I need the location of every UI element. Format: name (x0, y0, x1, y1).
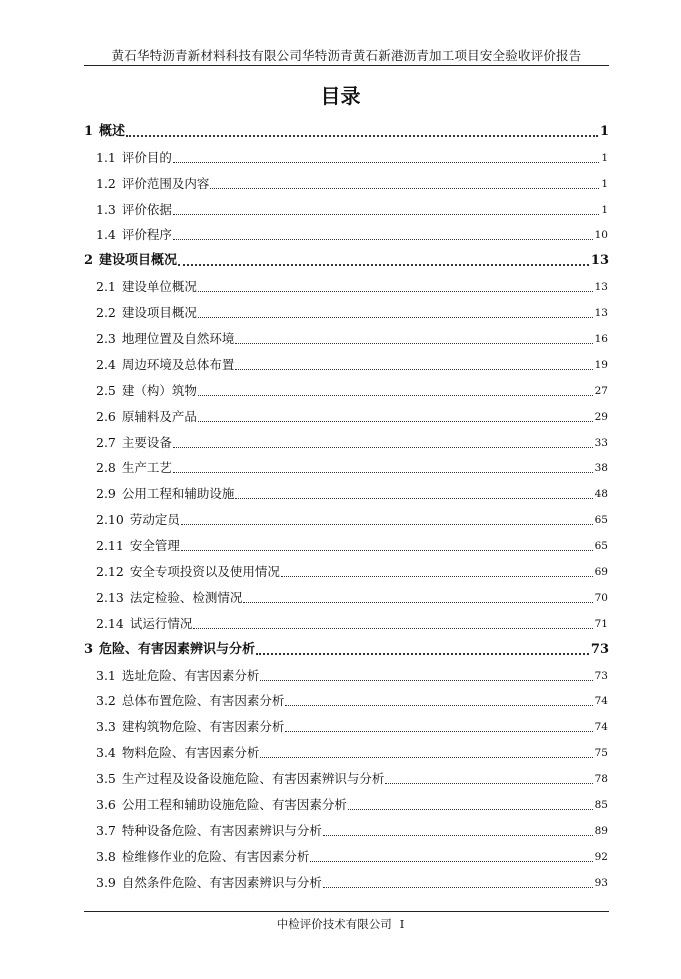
toc-dot-leader (235, 498, 592, 499)
toc-entry-label: 法定检验、检测情况 (129, 589, 243, 605)
toc-entry[interactable] (0, 194, 681, 220)
toc-entry-page: 16 (594, 333, 608, 346)
toc-entry[interactable] (0, 478, 681, 504)
toc-entry-number: 2.2 (96, 305, 116, 321)
toc-entry-page: 38 (594, 462, 608, 475)
toc-entry-number: 2.10 (96, 512, 124, 528)
toc-entry-label: 安全管理 (129, 538, 180, 554)
toc-entry-page: 13 (594, 307, 608, 320)
toc-dot-leader (243, 602, 592, 603)
toc-dot-leader (210, 188, 599, 189)
toc-entry-number: 2.11 (96, 538, 124, 554)
toc-entry-page: 29 (594, 410, 608, 423)
toc-entry-page: 48 (594, 488, 608, 501)
toc-dot-leader (260, 757, 592, 758)
page-title: 目录 (320, 84, 361, 108)
toc-entry-page: 1 (601, 177, 608, 190)
toc-entry-label: 总体布置危险、有害因素分析 (121, 693, 285, 709)
toc-entry-number: 3 (84, 641, 94, 657)
toc-entry-label: 试运行情况 (129, 615, 193, 631)
toc-entry-number: 2.9 (96, 486, 116, 502)
toc-dot-leader (173, 214, 599, 215)
toc-entry-number: 3.1 (96, 667, 116, 683)
toc-entry-label: 建（构）筑物 (121, 382, 197, 398)
toc-dot-leader (323, 887, 593, 888)
toc-entry-number: 3.6 (96, 797, 116, 813)
toc-entry-label: 原辅料及产品 (121, 408, 197, 424)
toc-entry-number: 1 (84, 123, 94, 139)
toc-entry[interactable] (0, 245, 681, 271)
toc-dot-leader (198, 395, 593, 396)
toc-entry-page: 71 (594, 617, 608, 630)
toc-entry-number: 3.3 (96, 719, 116, 735)
toc-dot-leader (235, 369, 592, 370)
toc-entry-number: 2.3 (96, 331, 116, 347)
toc-entry-label: 评价程序 (121, 227, 172, 243)
footer-divider (84, 911, 609, 912)
running-header: 黄石华特沥青新材料科技有限公司华特沥青黄石新港沥青加工项目安全验收评价报告 (111, 48, 582, 63)
toc-entry-label: 生产工艺 (121, 460, 172, 476)
toc-entry[interactable] (0, 375, 681, 401)
toc-entry[interactable] (0, 453, 681, 479)
toc-entry-page: 13 (594, 281, 608, 294)
toc-entry[interactable] (0, 686, 681, 712)
toc-dot-leader (281, 576, 593, 577)
toc-entry-label: 建设项目概况 (121, 305, 197, 321)
toc-dot-leader (198, 317, 593, 318)
toc-entry-label: 建设项目概况 (99, 253, 178, 269)
toc-entry[interactable] (0, 427, 681, 453)
toc-entry-number: 1.3 (96, 201, 116, 217)
toc-dot-leader (173, 447, 593, 448)
toc-entry-page: 75 (594, 747, 608, 760)
toc-entry-label: 检维修作业的危险、有害因素分析 (121, 848, 310, 864)
toc-dot-leader (260, 680, 592, 681)
toc-entry-label: 安全专项投资以及使用情况 (129, 564, 280, 580)
toc-entry-label: 公用工程和辅助设施 (121, 486, 235, 502)
toc-entry-page: 65 (594, 514, 608, 527)
toc-entry-page: 74 (594, 721, 608, 734)
toc-dot-leader (173, 239, 593, 240)
toc-entry-page: 74 (594, 695, 608, 708)
toc-dot-leader (256, 653, 589, 655)
toc-dot-leader (323, 835, 593, 836)
toc-entry[interactable] (0, 401, 681, 427)
toc-entry[interactable] (0, 789, 681, 815)
toc-entry[interactable] (0, 711, 681, 737)
toc-entry-number: 3.9 (96, 874, 116, 890)
toc-dot-leader (126, 135, 598, 137)
toc-entry[interactable] (0, 608, 681, 634)
toc-entry-number: 1.1 (96, 149, 116, 165)
toc-entry-page: 92 (594, 850, 608, 863)
toc-entry-number: 2.12 (96, 564, 124, 580)
toc-entry-label: 建构筑物危险、有害因素分析 (121, 719, 285, 735)
toc-dot-leader (178, 264, 589, 266)
toc-entry-label: 物料危险、有害因素分析 (121, 745, 260, 761)
toc-entry-number: 3.5 (96, 771, 116, 787)
toc-entry[interactable] (0, 220, 681, 246)
toc-dot-leader (181, 550, 593, 551)
toc-entry-number: 3.2 (96, 693, 116, 709)
toc-entry-number: 2.8 (96, 460, 116, 476)
footer-company: 中检评价技术有限公司 (276, 917, 392, 931)
toc-dot-leader (173, 472, 593, 473)
toc-entry-label: 主要设备 (121, 434, 172, 450)
toc-entry[interactable] (0, 867, 681, 893)
toc-entry-number: 3.8 (96, 848, 116, 864)
toc-entry-number: 2.14 (96, 615, 124, 631)
toc-entry[interactable] (0, 763, 681, 789)
toc-entry[interactable] (0, 737, 681, 763)
table-of-contents (0, 116, 681, 893)
toc-entry-number: 2.4 (96, 356, 116, 372)
toc-entry-label: 评价范围及内容 (121, 175, 210, 191)
toc-entry-page: 27 (594, 384, 608, 397)
toc-dot-leader (348, 809, 593, 810)
toc-entry[interactable] (0, 504, 681, 530)
toc-entry-number: 3.7 (96, 822, 116, 838)
toc-entry[interactable] (0, 297, 681, 323)
toc-entry-label: 生产过程及设备设施危险、有害因素辨识与分析 (121, 771, 385, 787)
toc-entry[interactable] (0, 660, 681, 686)
toc-dot-leader (198, 291, 593, 292)
toc-dot-leader (181, 524, 593, 525)
toc-entry[interactable] (0, 349, 681, 375)
toc-dot-leader (198, 421, 593, 422)
toc-entry-number: 1.4 (96, 227, 116, 243)
toc-entry[interactable] (0, 815, 681, 841)
toc-entry-label: 特种设备危险、有害因素辨识与分析 (121, 822, 322, 838)
toc-entry-page: 73 (594, 669, 608, 682)
toc-entry-page: 1 (601, 203, 608, 216)
header-divider (84, 65, 609, 66)
toc-entry-page: 93 (594, 876, 608, 889)
toc-entry-label: 自然条件危险、有害因素辨识与分析 (121, 874, 322, 890)
toc-dot-leader (285, 731, 592, 732)
toc-entry-number: 2.7 (96, 434, 116, 450)
toc-entry-page: 13 (590, 253, 609, 269)
toc-dot-leader (285, 705, 592, 706)
toc-entry-number: 1.2 (96, 175, 116, 191)
toc-entry-number: 3.4 (96, 745, 116, 761)
toc-dot-leader (385, 783, 592, 784)
toc-dot-leader (235, 343, 592, 344)
toc-entry-page: 89 (594, 824, 608, 837)
toc-entry-label: 选址危险、有害因素分析 (121, 667, 260, 683)
toc-dot-leader (193, 628, 592, 629)
toc-entry-page: 85 (594, 799, 608, 812)
toc-entry-number: 2.1 (96, 279, 116, 295)
toc-entry[interactable] (0, 634, 681, 660)
toc-entry-page: 33 (594, 436, 608, 449)
toc-entry[interactable] (0, 582, 681, 608)
toc-entry-label: 地理位置及自然环境 (121, 331, 235, 347)
toc-dot-leader (173, 162, 599, 163)
toc-entry-label: 评价依据 (121, 201, 172, 217)
toc-entry-label: 评价目的 (121, 149, 172, 165)
toc-entry[interactable] (0, 556, 681, 582)
footer-page-number: I (399, 917, 405, 931)
running-footer (0, 916, 681, 932)
toc-entry-page: 19 (594, 358, 608, 371)
toc-entry-label: 建设单位概况 (121, 279, 197, 295)
toc-entry-page: 73 (590, 641, 609, 657)
toc-entry-page: 69 (594, 566, 608, 579)
toc-entry-label: 劳动定员 (129, 512, 180, 528)
toc-entry[interactable] (0, 116, 681, 142)
toc-entry-label: 概述 (99, 123, 126, 139)
toc-dot-leader (310, 861, 592, 862)
toc-entry[interactable] (0, 323, 681, 349)
toc-entry-label: 危险、有害因素辨识与分析 (99, 641, 256, 657)
toc-entry[interactable] (0, 142, 681, 168)
toc-entry[interactable] (0, 168, 681, 194)
toc-entry[interactable] (0, 530, 681, 556)
toc-entry-number: 2.13 (96, 589, 124, 605)
toc-entry[interactable] (0, 841, 681, 867)
toc-entry[interactable] (0, 271, 681, 297)
toc-entry-label: 公用工程和辅助设施危险、有害因素分析 (121, 797, 347, 813)
toc-entry-number: 2 (84, 253, 94, 269)
toc-entry-page: 78 (594, 773, 608, 786)
toc-entry-page: 70 (594, 591, 608, 604)
toc-entry-page: 65 (594, 540, 608, 553)
toc-entry-number: 2.5 (96, 382, 116, 398)
toc-entry-label: 周边环境及总体布置 (121, 356, 235, 372)
toc-entry-page: 1 (599, 123, 609, 139)
toc-entry-page: 1 (601, 151, 608, 164)
toc-entry-page: 10 (594, 229, 608, 242)
toc-entry-number: 2.6 (96, 408, 116, 424)
